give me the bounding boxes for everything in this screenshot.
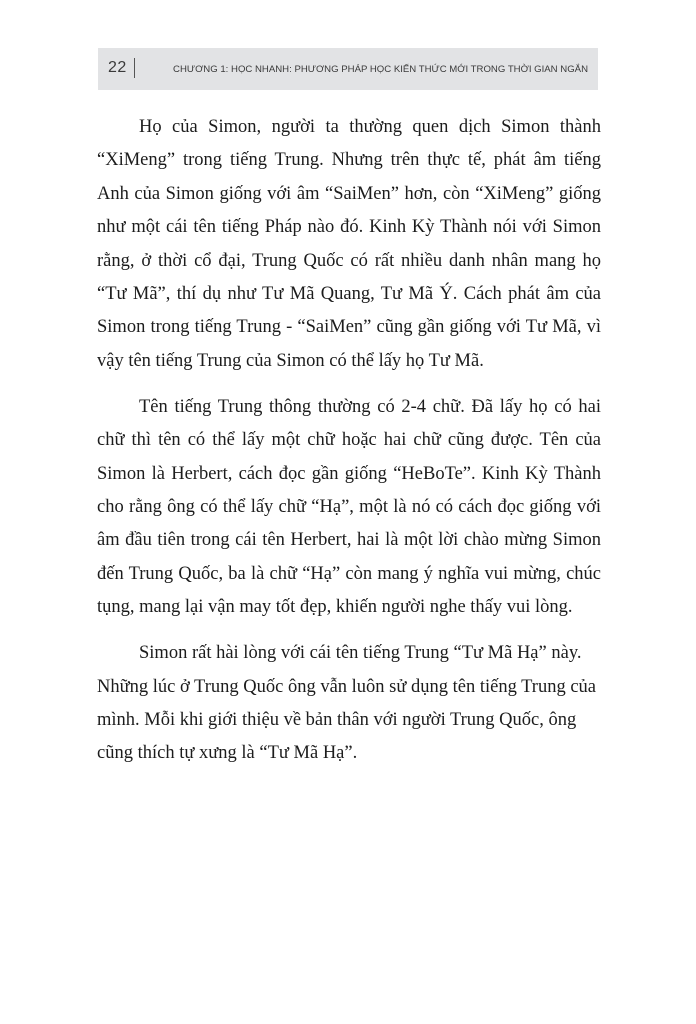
paragraph-1: Họ của Simon, người ta thường quen dịch Simon thành “XiMeng” trong tiếng Trung. Nhưng trên thực tế, phát âm tiếng Anh của Simon giống với âm “SaiMen” hơn, còn “XiMeng” giống như một cái tên tiếng Pháp nào đó. Kinh Kỳ Thành nói với Simon rằng, ở thời cổ đại, Trung Quốc có rất nhiều danh nhân mang họ “Tư Mã”, thí dụ như Tư Mã Quang, Tư Mã Ý. Cách phát âm của Simon trong tiếng Trung - “SaiMen” cũng gần giống với Tư Mã, vì vậy tên tiếng Trung của Simon có thể lấy họ Tư Mã. [97,117,601,371]
paragraph-3: Simon rất hài lòng với cái tên tiếng Trung “Tư Mã Hạ” này. Những lúc ở Trung Quốc ông vẫn luôn sử dụng tên tiếng Trung của mình. Mỗi khi giới thiệu về bản thân với người Trung Quốc, ông cũng thích tự xưng là “Tư Mã Hạ”. [97,643,597,764]
paragraph-2: Tên tiếng Trung thông thường có 2-4 chữ. Đã lấy họ có hai chữ thì tên có thể lấy một chữ hoặc hai chữ cũng được. Tên của Simon là Herbert, cách đọc gần giống “HeBoTe”. Kinh Kỳ Thành cho rằng ông có thể lấy chữ “Hạ”, một là nó có cách đọc giống với âm đầu tiên trong cái tên Herbert, hai là một lời chào mừng Simon đến Trung Quốc, ba là chữ “Hạ” còn mang ý nghĩa vui mừng, chúc tụng, mang lại vận may tốt đẹp, khiến người nghe thấy vui lòng. [97,396,601,618]
chapter-title: CHƯƠNG 1: HỌC NHANH: PHƯƠNG PHÁP HỌC KIẾN THỨC MỚI TRONG THỜI GIAN NGẮN [173,64,588,75]
body-text [97,111,601,783]
page-number: 22 [108,59,127,76]
header-divider [134,58,135,78]
